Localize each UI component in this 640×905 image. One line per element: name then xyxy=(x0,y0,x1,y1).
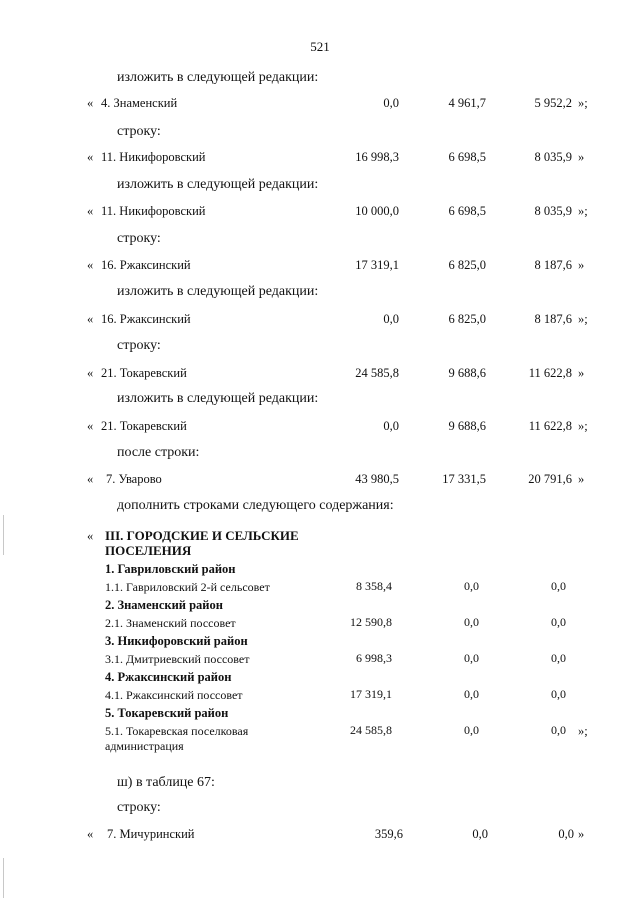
value-col-3: 0,0 xyxy=(551,615,566,629)
value-col-2: 0,0 xyxy=(464,615,479,629)
open-quote: « xyxy=(87,258,94,272)
district-item: 5.1. Токаревская поселковая xyxy=(105,724,249,738)
value-col-1: 16 998,3 xyxy=(355,150,399,164)
row-name: 21. Токаревский xyxy=(101,366,187,380)
open-quote: « xyxy=(87,366,94,380)
value-col-2: 0,0 xyxy=(464,651,479,665)
close-quote: »; xyxy=(578,724,588,738)
value-col-1: 17 319,1 xyxy=(350,687,392,701)
instruction-text: строку: xyxy=(117,338,161,353)
value-col-1: 43 980,5 xyxy=(355,472,399,486)
district-header: 2. Знаменский район xyxy=(105,598,223,612)
table-row xyxy=(0,827,640,847)
instruction-text: строку: xyxy=(117,800,161,815)
value-col-2: 0,0 xyxy=(472,827,488,841)
open-quote: « xyxy=(87,419,94,433)
value-col-2: 0,0 xyxy=(464,687,479,701)
instruction-text: изложить в следующей редакции: xyxy=(117,284,319,299)
value-col-3: 20 791,6 xyxy=(528,472,572,486)
scan-margin-mark xyxy=(3,515,4,555)
district-header: 3. Никифоровский район xyxy=(105,634,248,648)
district-item: администрация xyxy=(105,739,184,753)
value-col-3: 0,0 xyxy=(551,651,566,665)
section-title: ПОСЕЛЕНИЯ xyxy=(105,543,192,558)
table-row xyxy=(0,419,640,439)
table-row xyxy=(0,366,640,386)
page-number: 521 xyxy=(310,39,330,54)
value-col-2: 4 961,7 xyxy=(448,96,486,110)
instruction-text: дополнить строками следующего содержания: xyxy=(117,498,394,513)
table-row xyxy=(0,258,640,278)
open-quote: « xyxy=(87,827,94,841)
value-col-3: 5 952,2 xyxy=(534,96,572,110)
open-quote: « xyxy=(87,312,94,326)
value-col-2: 6 698,5 xyxy=(448,204,486,218)
open-quote: « xyxy=(87,204,94,218)
table-row xyxy=(0,96,640,116)
instruction-text: строку: xyxy=(117,231,161,246)
value-col-1: 0,0 xyxy=(383,419,399,433)
district-header: 5. Токаревский район xyxy=(105,706,229,720)
table-row xyxy=(0,204,640,224)
close-quote: » xyxy=(578,150,585,164)
section-title: III. ГОРОДСКИЕ И СЕЛЬСКИЕ xyxy=(105,528,299,543)
value-col-2: 0,0 xyxy=(464,723,479,737)
value-col-3: 8 035,9 xyxy=(534,204,572,218)
close-quote: »; xyxy=(578,419,588,433)
value-col-2: 9 688,6 xyxy=(448,366,486,380)
instruction-text: ш) в таблице 67: xyxy=(117,775,215,790)
instruction-text: изложить в следующей редакции: xyxy=(117,177,319,192)
value-col-3: 0,0 xyxy=(558,827,574,841)
close-quote: » xyxy=(578,258,585,272)
row-name: 7. Мичуринский xyxy=(107,827,195,841)
instruction-text: после строки: xyxy=(117,445,200,460)
row-name: 16. Ржаксинский xyxy=(101,312,191,326)
table-row xyxy=(0,312,640,332)
value-col-3: 0,0 xyxy=(551,579,566,593)
close-quote: »; xyxy=(578,204,588,218)
value-col-3: 11 622,8 xyxy=(528,419,572,433)
instruction-text: строку: xyxy=(117,124,161,139)
value-col-2: 9 688,6 xyxy=(448,419,486,433)
district-item: 1.1. Гавриловский 2-й сельсовет xyxy=(105,580,270,594)
open-quote: « xyxy=(87,472,94,486)
value-col-1: 17 319,1 xyxy=(355,258,399,272)
value-col-1: 8 358,4 xyxy=(356,579,392,593)
district-header: 4. Ржаксинский район xyxy=(105,670,232,684)
value-col-3: 0,0 xyxy=(551,687,566,701)
instruction-text: изложить в следующей редакции: xyxy=(117,70,319,85)
value-col-3: 8 187,6 xyxy=(534,258,572,272)
district-item: 2.1. Знаменский поссовет xyxy=(105,616,236,630)
value-col-2: 6 825,0 xyxy=(448,312,486,326)
value-col-3: 0,0 xyxy=(551,723,566,737)
value-col-2: 0,0 xyxy=(464,579,479,593)
district-header: 1. Гавриловский район xyxy=(105,562,236,576)
row-name: 11. Никифоровский xyxy=(101,150,206,164)
row-name: 4. Знаменский xyxy=(101,96,178,110)
value-col-3: 11 622,8 xyxy=(528,366,572,380)
value-col-2: 6 825,0 xyxy=(448,258,486,272)
value-col-1: 24 585,8 xyxy=(355,366,399,380)
value-col-2: 17 331,5 xyxy=(442,472,486,486)
value-col-1: 0,0 xyxy=(383,312,399,326)
close-quote: » xyxy=(578,366,585,380)
value-col-1: 10 000,0 xyxy=(355,204,399,218)
close-quote: »; xyxy=(578,96,588,110)
value-col-1: 12 590,8 xyxy=(350,615,392,629)
value-col-1: 0,0 xyxy=(383,96,399,110)
open-quote: « xyxy=(87,150,94,164)
value-col-1: 359,6 xyxy=(374,827,403,841)
district-item: 4.1. Ржаксинский поссовет xyxy=(105,688,243,702)
value-col-3: 8 035,9 xyxy=(534,150,572,164)
open-quote: « xyxy=(87,529,94,543)
value-col-1: 24 585,8 xyxy=(350,723,392,737)
instruction-text: изложить в следующей редакции: xyxy=(117,391,319,406)
table-row xyxy=(0,472,640,492)
row-name: 16. Ржаксинский xyxy=(101,258,191,272)
close-quote: » xyxy=(578,472,585,486)
table-row xyxy=(0,150,640,170)
row-name: 11. Никифоровский xyxy=(101,204,206,218)
value-col-2: 6 698,5 xyxy=(448,150,486,164)
row-name: 21. Токаревский xyxy=(101,419,187,433)
value-col-1: 6 998,3 xyxy=(356,651,392,665)
close-quote: »; xyxy=(578,312,588,326)
open-quote: « xyxy=(87,96,94,110)
scan-margin-mark xyxy=(3,858,4,898)
row-name: 7. Уварово xyxy=(106,472,162,486)
value-col-3: 8 187,6 xyxy=(534,312,572,326)
district-item: 3.1. Дмитриевский поссовет xyxy=(105,652,250,666)
close-quote: » xyxy=(578,827,585,841)
